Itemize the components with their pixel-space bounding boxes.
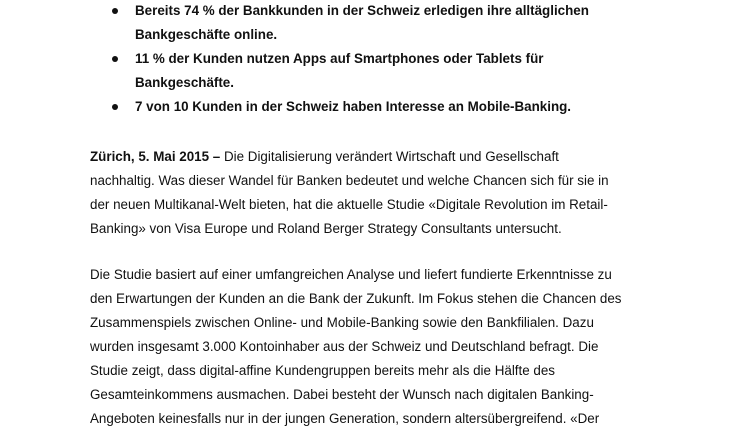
study-line-5: Studie zeigt, dass digital-affine Kundengruppen bereits mehr als die Hälfte des (90, 363, 555, 378)
bullet-1-line-1: Bereits 74 % der Bankkunden in der Schweiz erledigen ihre alltäglichen (135, 3, 589, 18)
study-line-4: wurden insgesamt 3.000 Kontoinhaber aus der Schweiz und Deutschland befragt. Die (90, 339, 599, 354)
intro-line-1-text: Die Digitalisierung verändert Wirtschaft und Gesellschaft (220, 149, 559, 164)
bullet-icon (112, 104, 118, 110)
study-line-6: Gesamteinkommens ausmachen. Dabei besteht der Wunsch nach digitalen Banking- (90, 387, 594, 402)
study-line-7: Angeboten keinesfalls nur in der jungen Generation, sondern altersübergreifend. «Der (90, 411, 600, 426)
study-line-3: Zusammenspiels zwischen Online- und Mobile-Banking sowie den Bankfilialen. Dazu (90, 315, 594, 330)
bullet-1-line-2: Bankgeschäfte online. (135, 27, 278, 42)
study-line-2: den Erwartungen der Kunden an die Bank der Zukunft. Im Fokus stehen die Chancen des (90, 291, 622, 306)
intro-line-2: nachhaltig. Was dieser Wandel für Banken bedeutet und welche Chancen sich für sie in (90, 173, 609, 188)
bullet-3-line-1: 7 von 10 Kunden in der Schweiz haben Interesse an Mobile-Banking. (135, 99, 572, 114)
intro-line-4: Banking» von Visa Europe und Roland Berger Strategy Consultants untersucht. (90, 221, 562, 236)
bullet-2-line-2: Bankgeschäfte. (135, 75, 234, 90)
bullet-icon (112, 56, 118, 62)
bullet-2-line-1: 11 % der Kunden nutzen Apps auf Smartphones oder Tablets für (135, 51, 544, 66)
study-line-1: Die Studie basiert auf einer umfangreichen Analyse und liefert fundierte Erkenntnisse zu (90, 267, 612, 282)
bullet-icon (112, 8, 118, 14)
intro-line-3: der neuen Multikanal-Welt bieten, hat die aktuelle Studie «Digitale Revolution im Retail- (90, 197, 608, 212)
intro-line-1 (90, 148, 559, 166)
dateline: Zürich, 5. Mai 2015 – (90, 149, 221, 164)
